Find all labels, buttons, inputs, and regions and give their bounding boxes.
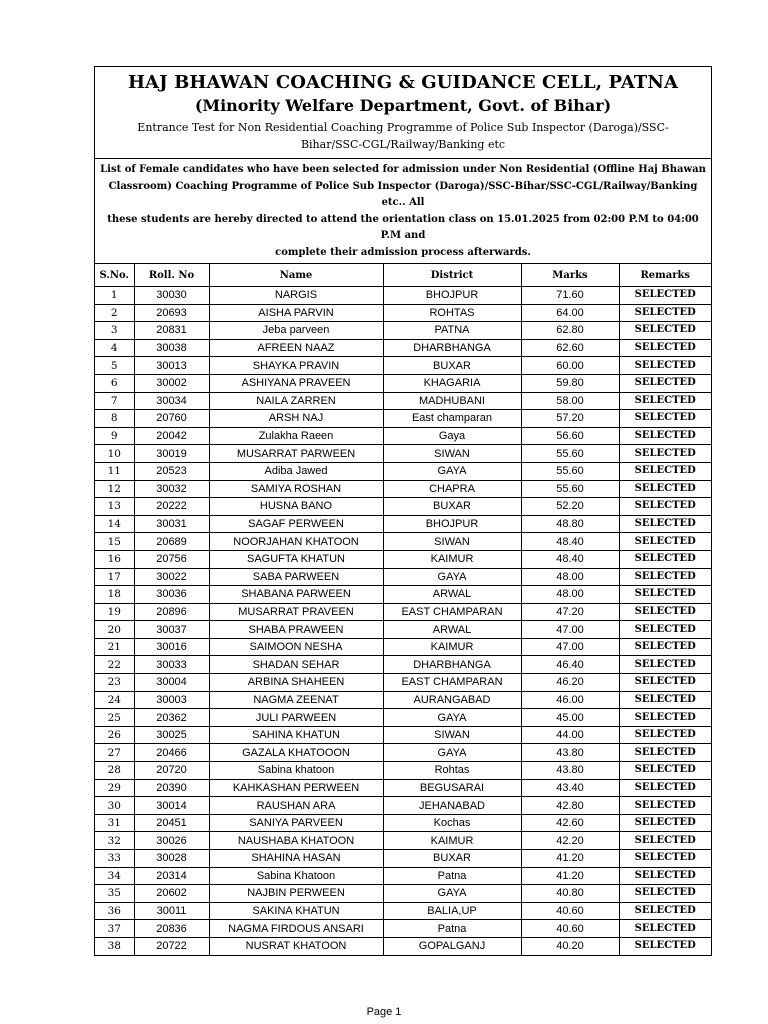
table-row xyxy=(95,410,711,428)
serial-number-cell: 32 xyxy=(95,832,134,850)
serial-number-cell: 28 xyxy=(95,762,134,780)
marks-cell: 47.00 xyxy=(521,621,619,639)
candidate-name-cell: NARGIS xyxy=(209,287,383,305)
district-cell: BUXAR xyxy=(383,850,521,868)
serial-number-cell: 18 xyxy=(95,586,134,604)
table-row xyxy=(95,339,711,357)
remarks-cell: SELECTED xyxy=(619,779,711,797)
table-row xyxy=(95,867,711,885)
district-cell: EAST CHAMPARAN xyxy=(383,674,521,692)
district-cell: East champaran xyxy=(383,410,521,428)
serial-number-cell: 23 xyxy=(95,674,134,692)
serial-number-cell: 29 xyxy=(95,779,134,797)
marks-cell: 57.20 xyxy=(521,410,619,428)
serial-number-cell: 24 xyxy=(95,691,134,709)
serial-number-cell: 25 xyxy=(95,709,134,727)
roll-number-cell: 20466 xyxy=(134,744,209,762)
remarks-cell: SELECTED xyxy=(619,691,711,709)
table-row xyxy=(95,427,711,445)
roll-number-cell: 20222 xyxy=(134,498,209,516)
serial-number-cell: 27 xyxy=(95,744,134,762)
candidate-name-cell: JULI PARWEEN xyxy=(209,709,383,727)
selection-notice xyxy=(95,159,711,263)
table-row xyxy=(95,762,711,780)
candidate-name-cell: NAUSHABA KHATOON xyxy=(209,832,383,850)
remarks-cell: SELECTED xyxy=(619,427,711,445)
remarks-cell: SELECTED xyxy=(619,797,711,815)
marks-cell: 47.00 xyxy=(521,638,619,656)
roll-number-cell: 20390 xyxy=(134,779,209,797)
remarks-cell: SELECTED xyxy=(619,304,711,322)
roll-number-cell: 20836 xyxy=(134,920,209,938)
roll-number-cell: 30025 xyxy=(134,726,209,744)
document-sheet xyxy=(94,66,712,956)
roll-number-cell: 30022 xyxy=(134,568,209,586)
roll-number-cell: 30003 xyxy=(134,691,209,709)
marks-cell: 55.60 xyxy=(521,445,619,463)
table-row xyxy=(95,462,711,480)
candidate-name-cell: NOORJAHAN KHATOON xyxy=(209,533,383,551)
table-header-row xyxy=(95,264,711,287)
district-cell: BHOJPUR xyxy=(383,287,521,305)
marks-cell: 42.60 xyxy=(521,814,619,832)
candidate-name-cell: SHAHINA HASAN xyxy=(209,850,383,868)
candidate-name-cell: ARSH NAJ xyxy=(209,410,383,428)
district-cell: ROHTAS xyxy=(383,304,521,322)
marks-cell: 48.40 xyxy=(521,533,619,551)
table-row xyxy=(95,744,711,762)
roll-number-cell: 30004 xyxy=(134,674,209,692)
roll-number-cell: 20523 xyxy=(134,462,209,480)
district-cell: KAIMUR xyxy=(383,832,521,850)
marks-cell: 71.60 xyxy=(521,287,619,305)
table-row xyxy=(95,392,711,410)
marks-cell: 41.20 xyxy=(521,867,619,885)
marks-cell: 55.60 xyxy=(521,480,619,498)
candidate-name-cell: SAHINA KHATUN xyxy=(209,726,383,744)
remarks-cell: SELECTED xyxy=(619,621,711,639)
remarks-cell: SELECTED xyxy=(619,638,711,656)
roll-number-cell: 20693 xyxy=(134,304,209,322)
roll-number-cell: 30002 xyxy=(134,374,209,392)
roll-number-cell: 20689 xyxy=(134,533,209,551)
table-row xyxy=(95,287,711,305)
column-header-roll-no: Roll. No xyxy=(134,264,209,287)
table-row xyxy=(95,374,711,392)
district-cell: GAYA xyxy=(383,709,521,727)
column-header-name: Name xyxy=(209,264,383,287)
table-row xyxy=(95,797,711,815)
roll-number-cell: 20314 xyxy=(134,867,209,885)
program-description-line: Bihar/SSC-CGL/Railway/Banking etc xyxy=(300,138,506,151)
district-cell: CHAPRA xyxy=(383,480,521,498)
table-row xyxy=(95,533,711,551)
district-cell: AURANGABAD xyxy=(383,691,521,709)
serial-number-cell: 2 xyxy=(95,304,134,322)
district-cell: KAIMUR xyxy=(383,638,521,656)
candidate-name-cell: RAUSHAN ARA xyxy=(209,797,383,815)
candidate-name-cell: Sabina Khatoon xyxy=(209,867,383,885)
table-row xyxy=(95,586,711,604)
remarks-cell: SELECTED xyxy=(619,762,711,780)
roll-number-cell: 30037 xyxy=(134,621,209,639)
table-row xyxy=(95,920,711,938)
candidate-name-cell: NAILA ZARREN xyxy=(209,392,383,410)
marks-cell: 43.40 xyxy=(521,779,619,797)
candidate-name-cell: AFREEN NAAZ xyxy=(209,339,383,357)
candidate-name-cell: NAGMA FIRDOUS ANSARI xyxy=(209,920,383,938)
remarks-cell: SELECTED xyxy=(619,814,711,832)
roll-number-cell: 20362 xyxy=(134,709,209,727)
results-table xyxy=(95,263,711,955)
table-row xyxy=(95,445,711,463)
roll-number-cell: 30028 xyxy=(134,850,209,868)
roll-number-cell: 30019 xyxy=(134,445,209,463)
district-cell: JEHANABAD xyxy=(383,797,521,815)
serial-number-cell: 38 xyxy=(95,937,134,954)
candidate-name-cell: Sabina khatoon xyxy=(209,762,383,780)
marks-cell: 64.00 xyxy=(521,304,619,322)
serial-number-cell: 13 xyxy=(95,498,134,516)
district-cell: PATNA xyxy=(383,322,521,340)
marks-cell: 48.40 xyxy=(521,550,619,568)
candidate-name-cell: MUSARRAT PARWEEN xyxy=(209,445,383,463)
table-row xyxy=(95,937,711,954)
table-row xyxy=(95,498,711,516)
district-cell: Patna xyxy=(383,920,521,938)
candidate-name-cell: SAGAF PERWEEN xyxy=(209,515,383,533)
marks-cell: 46.20 xyxy=(521,674,619,692)
notice-line: List of Female candidates who have been selected for admission under Non Residential (Offline Haj Bhawan xyxy=(100,164,706,175)
remarks-cell: SELECTED xyxy=(619,850,711,868)
district-cell: GAYA xyxy=(383,462,521,480)
serial-number-cell: 9 xyxy=(95,427,134,445)
marks-cell: 58.00 xyxy=(521,392,619,410)
remarks-cell: SELECTED xyxy=(619,410,711,428)
remarks-cell: SELECTED xyxy=(619,339,711,357)
candidate-name-cell: SHABANA PARWEEN xyxy=(209,586,383,604)
marks-cell: 40.60 xyxy=(521,920,619,938)
marks-cell: 42.80 xyxy=(521,797,619,815)
district-cell: BALIA,UP xyxy=(383,902,521,920)
remarks-cell: SELECTED xyxy=(619,515,711,533)
roll-number-cell: 30031 xyxy=(134,515,209,533)
district-cell: GOPALGANJ xyxy=(383,937,521,954)
table-row xyxy=(95,779,711,797)
candidate-name-cell: SANIYA PARVEEN xyxy=(209,814,383,832)
remarks-cell: SELECTED xyxy=(619,885,711,903)
candidate-name-cell: SHAYKA PRAVIN xyxy=(209,357,383,375)
roll-number-cell: 20760 xyxy=(134,410,209,428)
marks-cell: 40.60 xyxy=(521,902,619,920)
serial-number-cell: 7 xyxy=(95,392,134,410)
serial-number-cell: 20 xyxy=(95,621,134,639)
roll-number-cell: 20602 xyxy=(134,885,209,903)
table-row xyxy=(95,621,711,639)
candidate-name-cell: Zulakha Raeen xyxy=(209,427,383,445)
remarks-cell: SELECTED xyxy=(619,920,711,938)
district-cell: Patna xyxy=(383,867,521,885)
marks-cell: 41.20 xyxy=(521,850,619,868)
candidate-name-cell: SAIMOON NESHA xyxy=(209,638,383,656)
roll-number-cell: 20756 xyxy=(134,550,209,568)
marks-cell: 48.00 xyxy=(521,586,619,604)
serial-number-cell: 22 xyxy=(95,656,134,674)
candidate-name-cell: SAKINA KHATUN xyxy=(209,902,383,920)
notice-line: complete their admission process afterwards. xyxy=(275,246,531,258)
table-row xyxy=(95,674,711,692)
remarks-cell: SELECTED xyxy=(619,480,711,498)
remarks-cell: SELECTED xyxy=(619,550,711,568)
remarks-cell: SELECTED xyxy=(619,674,711,692)
district-cell: GAYA xyxy=(383,568,521,586)
serial-number-cell: 26 xyxy=(95,726,134,744)
remarks-cell: SELECTED xyxy=(619,709,711,727)
table-row xyxy=(95,850,711,868)
remarks-cell: SELECTED xyxy=(619,656,711,674)
column-header-district: District xyxy=(383,264,521,287)
table-row xyxy=(95,814,711,832)
marks-cell: 43.80 xyxy=(521,762,619,780)
district-cell: Rohtas xyxy=(383,762,521,780)
roll-number-cell: 30013 xyxy=(134,357,209,375)
marks-cell: 46.40 xyxy=(521,656,619,674)
column-header-sno: S.No. xyxy=(95,264,134,287)
marks-cell: 59.80 xyxy=(521,374,619,392)
column-header-remarks: Remarks xyxy=(619,264,711,287)
notice-line: Classroom) Coaching Programme of Police Sub Inspector (Daroga)/SSC-Bihar/SSC-CGL/Railway/Banking etc.. All xyxy=(108,180,698,208)
table-row xyxy=(95,568,711,586)
remarks-cell: SELECTED xyxy=(619,498,711,516)
table-row xyxy=(95,304,711,322)
marks-cell: 48.00 xyxy=(521,568,619,586)
notice-line: these students are hereby directed to attend the orientation class on 15.01.2025 from 02:00 P.M to 04:00 P.M and xyxy=(107,213,699,241)
roll-number-cell: 30034 xyxy=(134,392,209,410)
table-row xyxy=(95,603,711,621)
serial-number-cell: 4 xyxy=(95,339,134,357)
remarks-cell: SELECTED xyxy=(619,937,711,954)
candidate-name-cell: Jeba parveen xyxy=(209,322,383,340)
table-row xyxy=(95,322,711,340)
serial-number-cell: 16 xyxy=(95,550,134,568)
serial-number-cell: 1 xyxy=(95,287,134,305)
roll-number-cell: 30038 xyxy=(134,339,209,357)
district-cell: KHAGARIA xyxy=(383,374,521,392)
marks-cell: 43.80 xyxy=(521,744,619,762)
serial-number-cell: 37 xyxy=(95,920,134,938)
district-cell: Kochas xyxy=(383,814,521,832)
remarks-cell: SELECTED xyxy=(619,374,711,392)
roll-number-cell: 20896 xyxy=(134,603,209,621)
table-row xyxy=(95,656,711,674)
marks-cell: 45.00 xyxy=(521,709,619,727)
remarks-cell: SELECTED xyxy=(619,287,711,305)
serial-number-cell: 10 xyxy=(95,445,134,463)
marks-cell: 46.00 xyxy=(521,691,619,709)
table-row xyxy=(95,357,711,375)
candidate-name-cell: SAGUFTA KHATUN xyxy=(209,550,383,568)
district-cell: BEGUSARAI xyxy=(383,779,521,797)
remarks-cell: SELECTED xyxy=(619,322,711,340)
roll-number-cell: 30011 xyxy=(134,902,209,920)
candidate-name-cell: NAJBIN PERWEEN xyxy=(209,885,383,903)
district-cell: GAYA xyxy=(383,885,521,903)
district-cell: MADHUBANI xyxy=(383,392,521,410)
candidate-name-cell: SHABA PRAWEEN xyxy=(209,621,383,639)
table-row xyxy=(95,885,711,903)
roll-number-cell: 20042 xyxy=(134,427,209,445)
marks-cell: 42.20 xyxy=(521,832,619,850)
remarks-cell: SELECTED xyxy=(619,832,711,850)
district-cell: ARWAL xyxy=(383,586,521,604)
serial-number-cell: 31 xyxy=(95,814,134,832)
document-header xyxy=(95,67,711,159)
district-cell: ARWAL xyxy=(383,621,521,639)
serial-number-cell: 36 xyxy=(95,902,134,920)
roll-number-cell: 30016 xyxy=(134,638,209,656)
remarks-cell: SELECTED xyxy=(619,462,711,480)
table-row xyxy=(95,515,711,533)
roll-number-cell: 30036 xyxy=(134,586,209,604)
remarks-cell: SELECTED xyxy=(619,902,711,920)
district-cell: SIWAN xyxy=(383,445,521,463)
serial-number-cell: 17 xyxy=(95,568,134,586)
roll-number-cell: 30033 xyxy=(134,656,209,674)
candidate-name-cell: SABA PARWEEN xyxy=(209,568,383,586)
roll-number-cell: 20720 xyxy=(134,762,209,780)
candidate-name-cell: SAMIYA ROSHAN xyxy=(209,480,383,498)
candidate-name-cell: KAHKASHAN PERWEEN xyxy=(209,779,383,797)
roll-number-cell: 30032 xyxy=(134,480,209,498)
remarks-cell: SELECTED xyxy=(619,726,711,744)
marks-cell: 62.80 xyxy=(521,322,619,340)
district-cell: KAIMUR xyxy=(383,550,521,568)
remarks-cell: SELECTED xyxy=(619,533,711,551)
marks-cell: 40.20 xyxy=(521,937,619,954)
remarks-cell: SELECTED xyxy=(619,392,711,410)
serial-number-cell: 33 xyxy=(95,850,134,868)
candidate-name-cell: AISHA PARVIN xyxy=(209,304,383,322)
serial-number-cell: 8 xyxy=(95,410,134,428)
roll-number-cell: 30030 xyxy=(134,287,209,305)
marks-cell: 55.60 xyxy=(521,462,619,480)
candidate-name-cell: ARBINA SHAHEEN xyxy=(209,674,383,692)
serial-number-cell: 35 xyxy=(95,885,134,903)
candidate-name-cell: NUSRAT KHATOON xyxy=(209,937,383,954)
table-row xyxy=(95,480,711,498)
remarks-cell: SELECTED xyxy=(619,357,711,375)
table-row xyxy=(95,726,711,744)
marks-cell: 60.00 xyxy=(521,357,619,375)
marks-cell: 47.20 xyxy=(521,603,619,621)
program-description xyxy=(103,119,703,153)
table-row xyxy=(95,709,711,727)
candidate-name-cell: GAZALA KHATOOON xyxy=(209,744,383,762)
marks-cell: 40.80 xyxy=(521,885,619,903)
serial-number-cell: 5 xyxy=(95,357,134,375)
serial-number-cell: 14 xyxy=(95,515,134,533)
serial-number-cell: 19 xyxy=(95,603,134,621)
marks-cell: 62.60 xyxy=(521,339,619,357)
candidate-name-cell: NAGMA ZEENAT xyxy=(209,691,383,709)
serial-number-cell: 30 xyxy=(95,797,134,815)
serial-number-cell: 12 xyxy=(95,480,134,498)
district-cell: SIWAN xyxy=(383,533,521,551)
candidate-name-cell: Adiba Jawed xyxy=(209,462,383,480)
district-cell: BUXAR xyxy=(383,357,521,375)
remarks-cell: SELECTED xyxy=(619,603,711,621)
district-cell: DHARBHANGA xyxy=(383,656,521,674)
marks-cell: 44.00 xyxy=(521,726,619,744)
table-body xyxy=(95,287,711,955)
page-title: HAJ BHAWAN COACHING & GUIDANCE CELL, PATNA xyxy=(127,72,679,93)
table-row xyxy=(95,550,711,568)
serial-number-cell: 34 xyxy=(95,867,134,885)
candidate-name-cell: MUSARRAT PRAVEEN xyxy=(209,603,383,621)
remarks-cell: SELECTED xyxy=(619,867,711,885)
remarks-cell: SELECTED xyxy=(619,586,711,604)
serial-number-cell: 15 xyxy=(95,533,134,551)
roll-number-cell: 20722 xyxy=(134,937,209,954)
serial-number-cell: 6 xyxy=(95,374,134,392)
district-cell: EAST CHAMPARAN xyxy=(383,603,521,621)
marks-cell: 48.80 xyxy=(521,515,619,533)
roll-number-cell: 20451 xyxy=(134,814,209,832)
candidate-name-cell: HUSNA BANO xyxy=(209,498,383,516)
page-number: Page 1 xyxy=(366,1006,402,1018)
page-subtitle: (Minority Welfare Department, Govt. of Bihar) xyxy=(194,96,612,115)
table-row xyxy=(95,902,711,920)
roll-number-cell: 20831 xyxy=(134,322,209,340)
district-cell: Gaya xyxy=(383,427,521,445)
district-cell: DHARBHANGA xyxy=(383,339,521,357)
roll-number-cell: 30026 xyxy=(134,832,209,850)
table-row xyxy=(95,638,711,656)
serial-number-cell: 11 xyxy=(95,462,134,480)
table-row xyxy=(95,691,711,709)
serial-number-cell: 21 xyxy=(95,638,134,656)
roll-number-cell: 30014 xyxy=(134,797,209,815)
column-header-marks: Marks xyxy=(521,264,619,287)
program-description-line: Entrance Test for Non Residential Coaching Programme of Police Sub Inspector (Daroga)/SSC- xyxy=(137,121,669,134)
district-cell: BHOJPUR xyxy=(383,515,521,533)
table-row xyxy=(95,832,711,850)
serial-number-cell: 3 xyxy=(95,322,134,340)
remarks-cell: SELECTED xyxy=(619,445,711,463)
district-cell: SIWAN xyxy=(383,726,521,744)
remarks-cell: SELECTED xyxy=(619,568,711,586)
marks-cell: 56.60 xyxy=(521,427,619,445)
district-cell: BUXAR xyxy=(383,498,521,516)
district-cell: GAYA xyxy=(383,744,521,762)
marks-cell: 52.20 xyxy=(521,498,619,516)
candidate-name-cell: SHADAN SEHAR xyxy=(209,656,383,674)
remarks-cell: SELECTED xyxy=(619,744,711,762)
candidate-name-cell: ASHIYANA PRAVEEN xyxy=(209,374,383,392)
